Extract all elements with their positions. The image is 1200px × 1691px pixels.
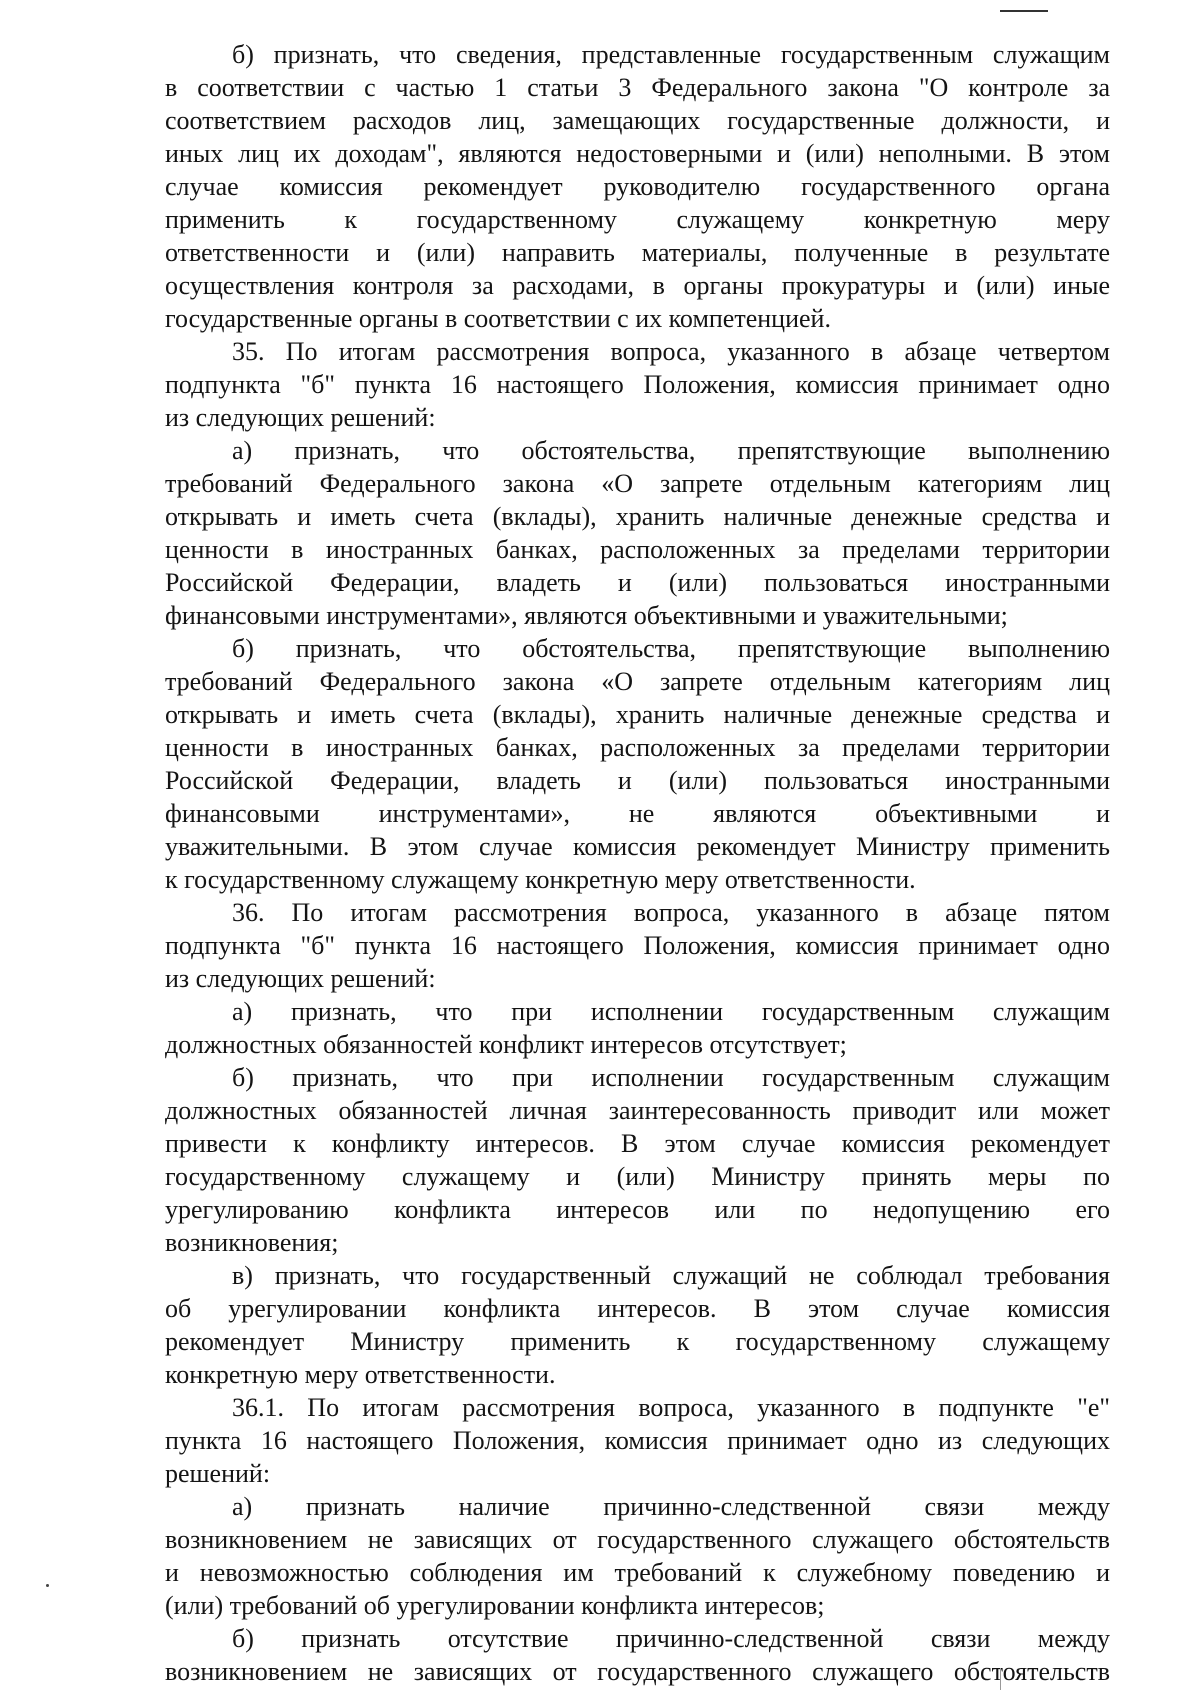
document-line: б) признать, что обстоятельства, препятствующие выполнению (232, 634, 1110, 663)
document-line: и невозможностью соблюдения им требований к служебному поведению и (165, 1558, 1110, 1587)
document-line: Российской Федерации, владеть и (или) пользоваться иностранными (165, 766, 1110, 795)
document-line: б) признать, что при исполнении государственным служащим (232, 1063, 1110, 1092)
document-line: в) признать, что государственный служащий не соблюдал требования (232, 1261, 1110, 1290)
document-line: должностных обязанностей личная заинтересованность приводит или может (165, 1096, 1110, 1125)
document-line: государственные органы в соответствии с их компетенцией. (165, 304, 831, 333)
document-line: подпункта "б" пункта 16 настоящего Положения, комиссия принимает одно (165, 931, 1110, 960)
document-line: из следующих решений: (165, 964, 436, 993)
document-line: требований Федерального закона «О запрете отдельным категориям лиц (165, 667, 1110, 696)
document-line: уважительными. В этом случае комиссия рекомендует Министру применить (165, 832, 1110, 861)
document-line: открывать и иметь счета (вклады), хранить наличные денежные средства и (165, 700, 1110, 729)
document-line: об урегулировании конфликта интересов. В этом случае комиссия (165, 1294, 1110, 1323)
document-line: подпункта "б" пункта 16 настоящего Положения, комиссия принимает одно (165, 370, 1110, 399)
document-body (165, 38, 1110, 1688)
document-line: б) признать отсутствие причинно-следственной связи между (232, 1624, 1110, 1653)
document-line: из следующих решений: (165, 403, 436, 432)
document-line: осуществления контроля за расходами, в органы прокуратуры и (или) иные (165, 271, 1110, 300)
document-line: а) признать наличие причинно-следственной связи между (232, 1492, 1110, 1521)
document-line: а) признать, что при исполнении государственным служащим (232, 997, 1110, 1026)
document-line: привести к конфликту интересов. В этом случае комиссия рекомендует (165, 1129, 1110, 1158)
document-line: применить к государственному служащему конкретную меру (165, 205, 1110, 234)
document-line: должностных обязанностей конфликт интересов отсутствует; (165, 1030, 847, 1059)
document-line: 36. По итогам рассмотрения вопроса, указанного в абзаце пятом (232, 898, 1110, 927)
document-line: 36.1. По итогам рассмотрения вопроса, указанного в подпункте "е" (232, 1393, 1110, 1422)
document-line: финансовыми инструментами», не являются объективными и (165, 799, 1110, 828)
document-line: возникновения; (165, 1228, 339, 1257)
document-line: решений: (165, 1459, 271, 1488)
document-line: 35. По итогам рассмотрения вопроса, указанного в абзаце четвертом (232, 337, 1110, 366)
document-line: конкретную меру ответственности. (165, 1360, 556, 1389)
page-top-mark (1000, 10, 1048, 12)
document-line: б) признать, что сведения, представленные государственным служащим (232, 40, 1110, 69)
document-line: требований Федерального закона «О запрете отдельным категориям лиц (165, 469, 1110, 498)
document-line: финансовыми инструментами», являются объективными и уважительными; (165, 601, 1008, 630)
document-line: (или) требований об урегулировании конфликта интересов; (165, 1591, 825, 1620)
document-line: соответствием расходов лиц, замещающих государственные должности, и (165, 106, 1110, 135)
document-line: ценности в иностранных банках, расположенных за пределами территории (165, 535, 1110, 564)
document-line: Российской Федерации, владеть и (или) пользоваться иностранными (165, 568, 1110, 597)
document-line: ценности в иностранных банках, расположенных за пределами территории (165, 733, 1110, 762)
document-line: ответственности и (или) направить материалы, полученные в результате (165, 238, 1110, 267)
page-bottom-mark (1000, 1668, 1001, 1690)
document-line: пункта 16 настоящего Положения, комиссия принимает одно из следующих (165, 1426, 1110, 1455)
document-line: урегулированию конфликта интересов или по недопущению его (165, 1195, 1110, 1224)
document-line: случае комиссия рекомендует руководителю государственного органа (165, 172, 1110, 201)
document-line: возникновением не зависящих от государственного служащего обстоятельств (165, 1657, 1110, 1686)
document-line: открывать и иметь счета (вклады), хранить наличные денежные средства и (165, 502, 1110, 531)
document-line: государственному служащему и (или) Министру принять меры по (165, 1162, 1110, 1191)
document-line: к государственному служащему конкретную меру ответственности. (165, 865, 916, 894)
document-line: в соответствии с частью 1 статьи 3 Федерального закона "О контроле за (165, 73, 1110, 102)
document-line: а) признать, что обстоятельства, препятствующие выполнению (232, 436, 1110, 465)
document-line: рекомендует Министру применить к государственному служащему (165, 1327, 1110, 1356)
scan-speck (46, 1584, 49, 1587)
document-line: возникновением не зависящих от государственного служащего обстоятельств (165, 1525, 1110, 1554)
document-line: иных лиц их доходам", являются недостоверными и (или) неполными. В этом (165, 139, 1110, 168)
